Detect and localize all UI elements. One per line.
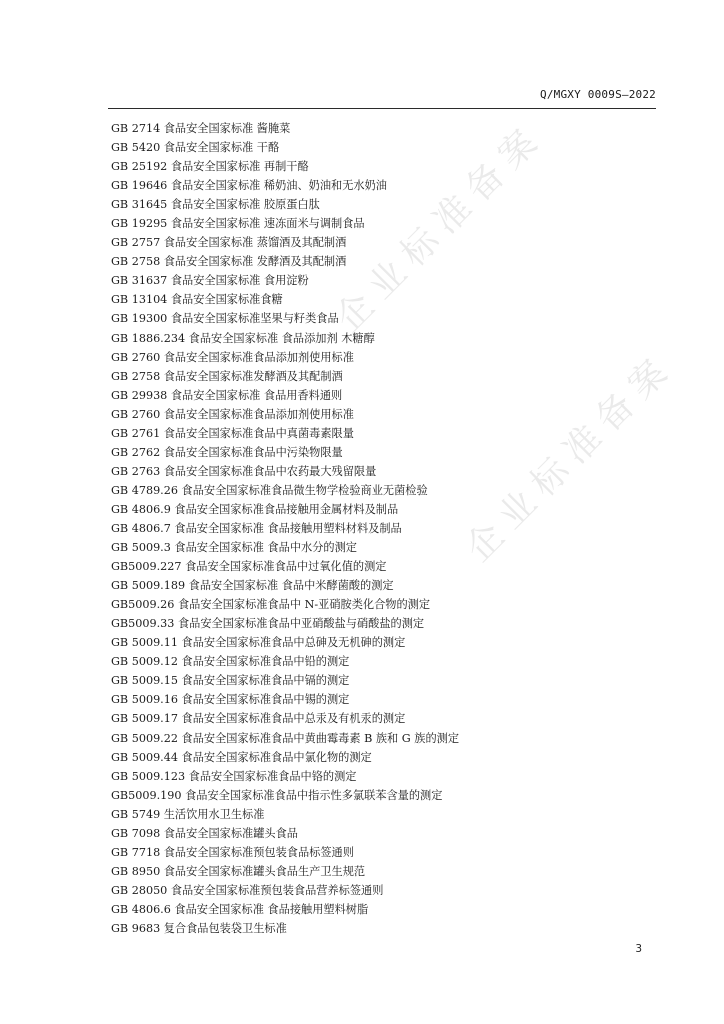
- reference-item: GB 19295 食品安全国家标准 速冻面米与调制食品: [111, 217, 365, 231]
- reference-item: GB 5009.11 食品安全国家标准食品中总砷及无机砷的测定: [111, 636, 406, 650]
- reference-item: GB 31637 食品安全国家标准 食用淀粉: [111, 274, 309, 288]
- reference-item: GB 1886.234 食品安全国家标准 食品添加剂 木糖醇: [111, 331, 375, 345]
- reference-item: GB 4806.7 食品安全国家标准 食品接触用塑料材料及制品: [111, 521, 402, 535]
- reference-item: GB 8950 食品安全国家标准罐头食品生产卫生规范: [111, 864, 366, 878]
- watermark: 企业标准备案: [328, 115, 553, 340]
- document-code: Q/MGXY 0009S—2022: [540, 88, 656, 101]
- reference-item: GB 4806.9 食品安全国家标准食品接触用金属材料及制品: [111, 502, 399, 516]
- reference-item: GB 5009.12 食品安全国家标准食品中铅的测定: [111, 655, 350, 669]
- reference-item: GB 5009.123 食品安全国家标准食品中铬的测定: [111, 769, 357, 783]
- reference-item: GB 2758 食品安全国家标准 发酵酒及其配制酒: [111, 255, 347, 269]
- reference-item: GB 5009.16 食品安全国家标准食品中锡的测定: [111, 693, 350, 707]
- normative-references-list: [111, 119, 671, 938]
- reference-item: GB 2714 食品安全国家标准 酱腌菜: [111, 122, 291, 135]
- reference-item: GB 5009.22 食品安全国家标准食品中黄曲霉毒素 B 族和 G 族的测定: [111, 731, 460, 745]
- reference-item: GB 2763 食品安全国家标准食品中农药最大残留限量: [111, 464, 377, 478]
- reference-item: GB 2757 食品安全国家标准 蒸馏酒及其配制酒: [111, 236, 347, 250]
- reference-item: GB 25192 食品安全国家标准 再制干酪: [111, 160, 309, 174]
- reference-item: GB 2760 食品安全国家标准食品添加剂使用标准: [111, 407, 354, 421]
- reference-item: GB5009.190 食品安全国家标准食品中指示性多氯联苯含量的测定: [111, 788, 443, 802]
- reference-item: GB5009.33 食品安全国家标准食品中亚硝酸盐与硝酸盐的测定: [111, 617, 425, 631]
- header-divider: [108, 108, 656, 109]
- reference-item: GB 2758 食品安全国家标准发酵酒及其配制酒: [111, 369, 343, 383]
- reference-item: GB 5420 食品安全国家标准 干酪: [111, 141, 280, 155]
- reference-item: GB 4806.6 食品安全国家标准 食品接触用塑料树脂: [111, 902, 369, 916]
- reference-item: GB 5009.15 食品安全国家标准食品中镉的测定: [111, 674, 350, 688]
- reference-item: GB 2760 食品安全国家标准食品添加剂使用标准: [111, 350, 354, 364]
- reference-item: GB 9683 复合食品包装袋卫生标准: [111, 921, 287, 935]
- reference-item: GB 13104 食品安全国家标准食糖: [111, 293, 283, 307]
- reference-item: GB 29938 食品安全国家标准 食品用香料通则: [111, 388, 343, 402]
- reference-item: GB 5009.3 食品安全国家标准 食品中水分的测定: [111, 541, 357, 555]
- reference-item: GB 7098 食品安全国家标准罐头食品: [111, 826, 298, 840]
- reference-item: GB 19646 食品安全国家标准 稀奶油、奶油和无水奶油: [111, 179, 387, 193]
- reference-item: GB 2762 食品安全国家标准食品中污染物限量: [111, 445, 343, 459]
- reference-item: GB 7718 食品安全国家标准预包装食品标签通则: [111, 845, 354, 859]
- page-number: 3: [635, 943, 642, 955]
- reference-item: GB 4789.26 食品安全国家标准食品微生物学检验商业无菌检验: [111, 483, 428, 497]
- reference-item: GB 5009.17 食品安全国家标准食品中总汞及有机汞的测定: [111, 712, 406, 726]
- reference-item: GB 28050 食品安全国家标准预包装食品营养标签通则: [111, 883, 384, 897]
- reference-item: GB 19300 食品安全国家标准坚果与籽类食品: [111, 312, 339, 326]
- reference-item: GB5009.26 食品安全国家标准食品中 N-亚硝胺类化合物的测定: [111, 598, 431, 612]
- reference-item: GB 31645 食品安全国家标准 胶原蛋白肽: [111, 198, 320, 212]
- reference-item: GB 5009.44 食品安全国家标准食品中氯化物的测定: [111, 750, 372, 764]
- reference-item: GB 2761 食品安全国家标准食品中真菌毒素限量: [111, 426, 354, 440]
- reference-item: GB 5009.189 食品安全国家标准 食品中米酵菌酸的测定: [111, 579, 394, 593]
- reference-item: GB 5749 生活饮用水卫生标准: [111, 807, 265, 821]
- reference-item: GB5009.227 食品安全国家标准食品中过氧化值的测定: [111, 560, 387, 574]
- watermark: 企业标准备案: [458, 345, 683, 570]
